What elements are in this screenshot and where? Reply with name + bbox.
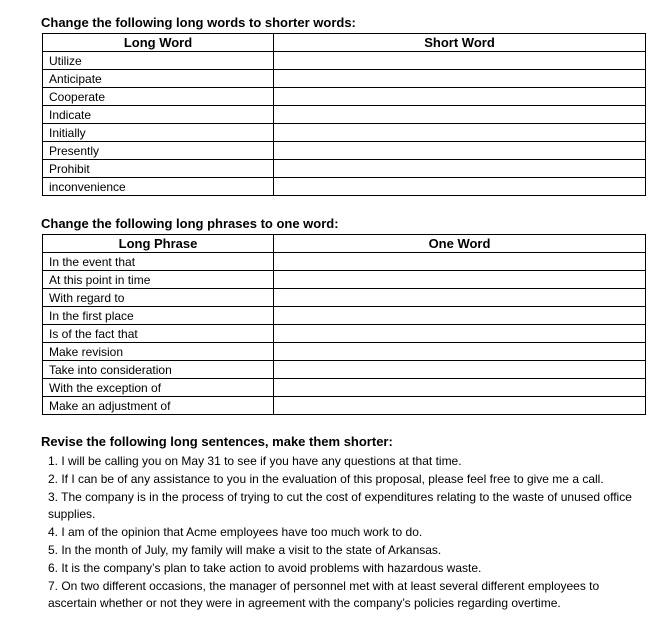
- sentence-item: 2. If I can be of any assistance to you in the evaluation of this proposal, please feel free to give me a call.: [48, 471, 604, 486]
- table-row: [43, 52, 646, 70]
- answer-cell[interactable]: [274, 271, 646, 289]
- sentence-item: 3. The company is in the process of trying to cut the cost of expenditures relating to the waste of unused office supplies.: [48, 489, 632, 522]
- long-word-cell: Prohibit: [43, 160, 274, 178]
- table-row: [43, 142, 646, 160]
- table-row: [43, 88, 646, 106]
- long-phrase-cell: Is of the fact that: [43, 325, 274, 343]
- section2-heading: Change the following long phrases to one word:: [41, 216, 339, 231]
- sentence-list: [48, 453, 648, 613]
- table-row: [43, 253, 646, 271]
- section3-heading: Revise the following long sentences, make them shorter:: [41, 434, 393, 449]
- col-header-one-word: One Word: [274, 235, 646, 253]
- sentence-item: 7. On two different occasions, the manager of personnel met with at least several different employees to ascertain whether or not they were in agreement with the company’s policies regarding overtime.: [48, 578, 600, 611]
- answer-cell[interactable]: [274, 106, 646, 124]
- long-phrase-cell: Make revision: [43, 343, 274, 361]
- long-word-cell: Initially: [43, 124, 274, 142]
- answer-cell[interactable]: [274, 160, 646, 178]
- long-phrase-cell: Take into consideration: [43, 361, 274, 379]
- table-row: [43, 397, 646, 415]
- long-word-cell: Cooperate: [43, 88, 274, 106]
- table-row: [43, 271, 646, 289]
- answer-cell[interactable]: [274, 52, 646, 70]
- long-word-cell: Indicate: [43, 106, 274, 124]
- long-phrase-cell: In the event that: [43, 253, 274, 271]
- answer-cell[interactable]: [274, 178, 646, 196]
- long-words-table: [42, 33, 646, 196]
- answer-cell[interactable]: [274, 379, 646, 397]
- long-phrase-cell: In the first place: [43, 307, 274, 325]
- table-row: [43, 379, 646, 397]
- long-word-cell: inconvenience: [43, 178, 274, 196]
- sentence-item: 5. In the month of July, my family will make a visit to the state of Arkansas.: [48, 542, 442, 557]
- col-header-short-word: Short Word: [274, 34, 646, 52]
- long-word-cell: Utilize: [43, 52, 274, 70]
- sentence-item: 1. I will be calling you on May 31 to see if you have any questions at that time.: [48, 454, 462, 468]
- answer-cell[interactable]: [274, 325, 646, 343]
- long-phrase-cell: Make an adjustment of: [43, 397, 274, 415]
- table-row: [43, 361, 646, 379]
- table-row: [43, 289, 646, 307]
- answer-cell[interactable]: [274, 88, 646, 106]
- answer-cell[interactable]: [274, 343, 646, 361]
- table-row: [43, 160, 646, 178]
- col-header-long-phrase: Long Phrase: [43, 235, 274, 253]
- answer-cell[interactable]: [274, 361, 646, 379]
- long-word-cell: Presently: [43, 142, 274, 160]
- answer-cell[interactable]: [274, 253, 646, 271]
- table-row: [43, 343, 646, 361]
- long-phrase-cell: With the exception of: [43, 379, 274, 397]
- answer-cell[interactable]: [274, 142, 646, 160]
- answer-cell[interactable]: [274, 124, 646, 142]
- long-phrases-table: [42, 234, 646, 415]
- table-row: [43, 178, 646, 196]
- table-row: [43, 124, 646, 142]
- long-phrase-cell: At this point in time: [43, 271, 274, 289]
- table-row: [43, 106, 646, 124]
- answer-cell[interactable]: [274, 289, 646, 307]
- sentence-item: 6. It is the company’s plan to take action to avoid problems with hazardous waste.: [48, 560, 482, 575]
- long-word-cell: Anticipate: [43, 70, 274, 88]
- section1-heading: Change the following long words to shorter words:: [41, 15, 356, 30]
- answer-cell[interactable]: [274, 70, 646, 88]
- table-row: [43, 70, 646, 88]
- col-header-long-word: Long Word: [43, 34, 274, 52]
- table-row: [43, 325, 646, 343]
- table-row: [43, 307, 646, 325]
- sentence-item: 4. I am of the opinion that Acme employees have too much work to do.: [48, 525, 423, 540]
- answer-cell[interactable]: [274, 397, 646, 415]
- long-phrase-cell: With regard to: [43, 289, 274, 307]
- answer-cell[interactable]: [274, 307, 646, 325]
